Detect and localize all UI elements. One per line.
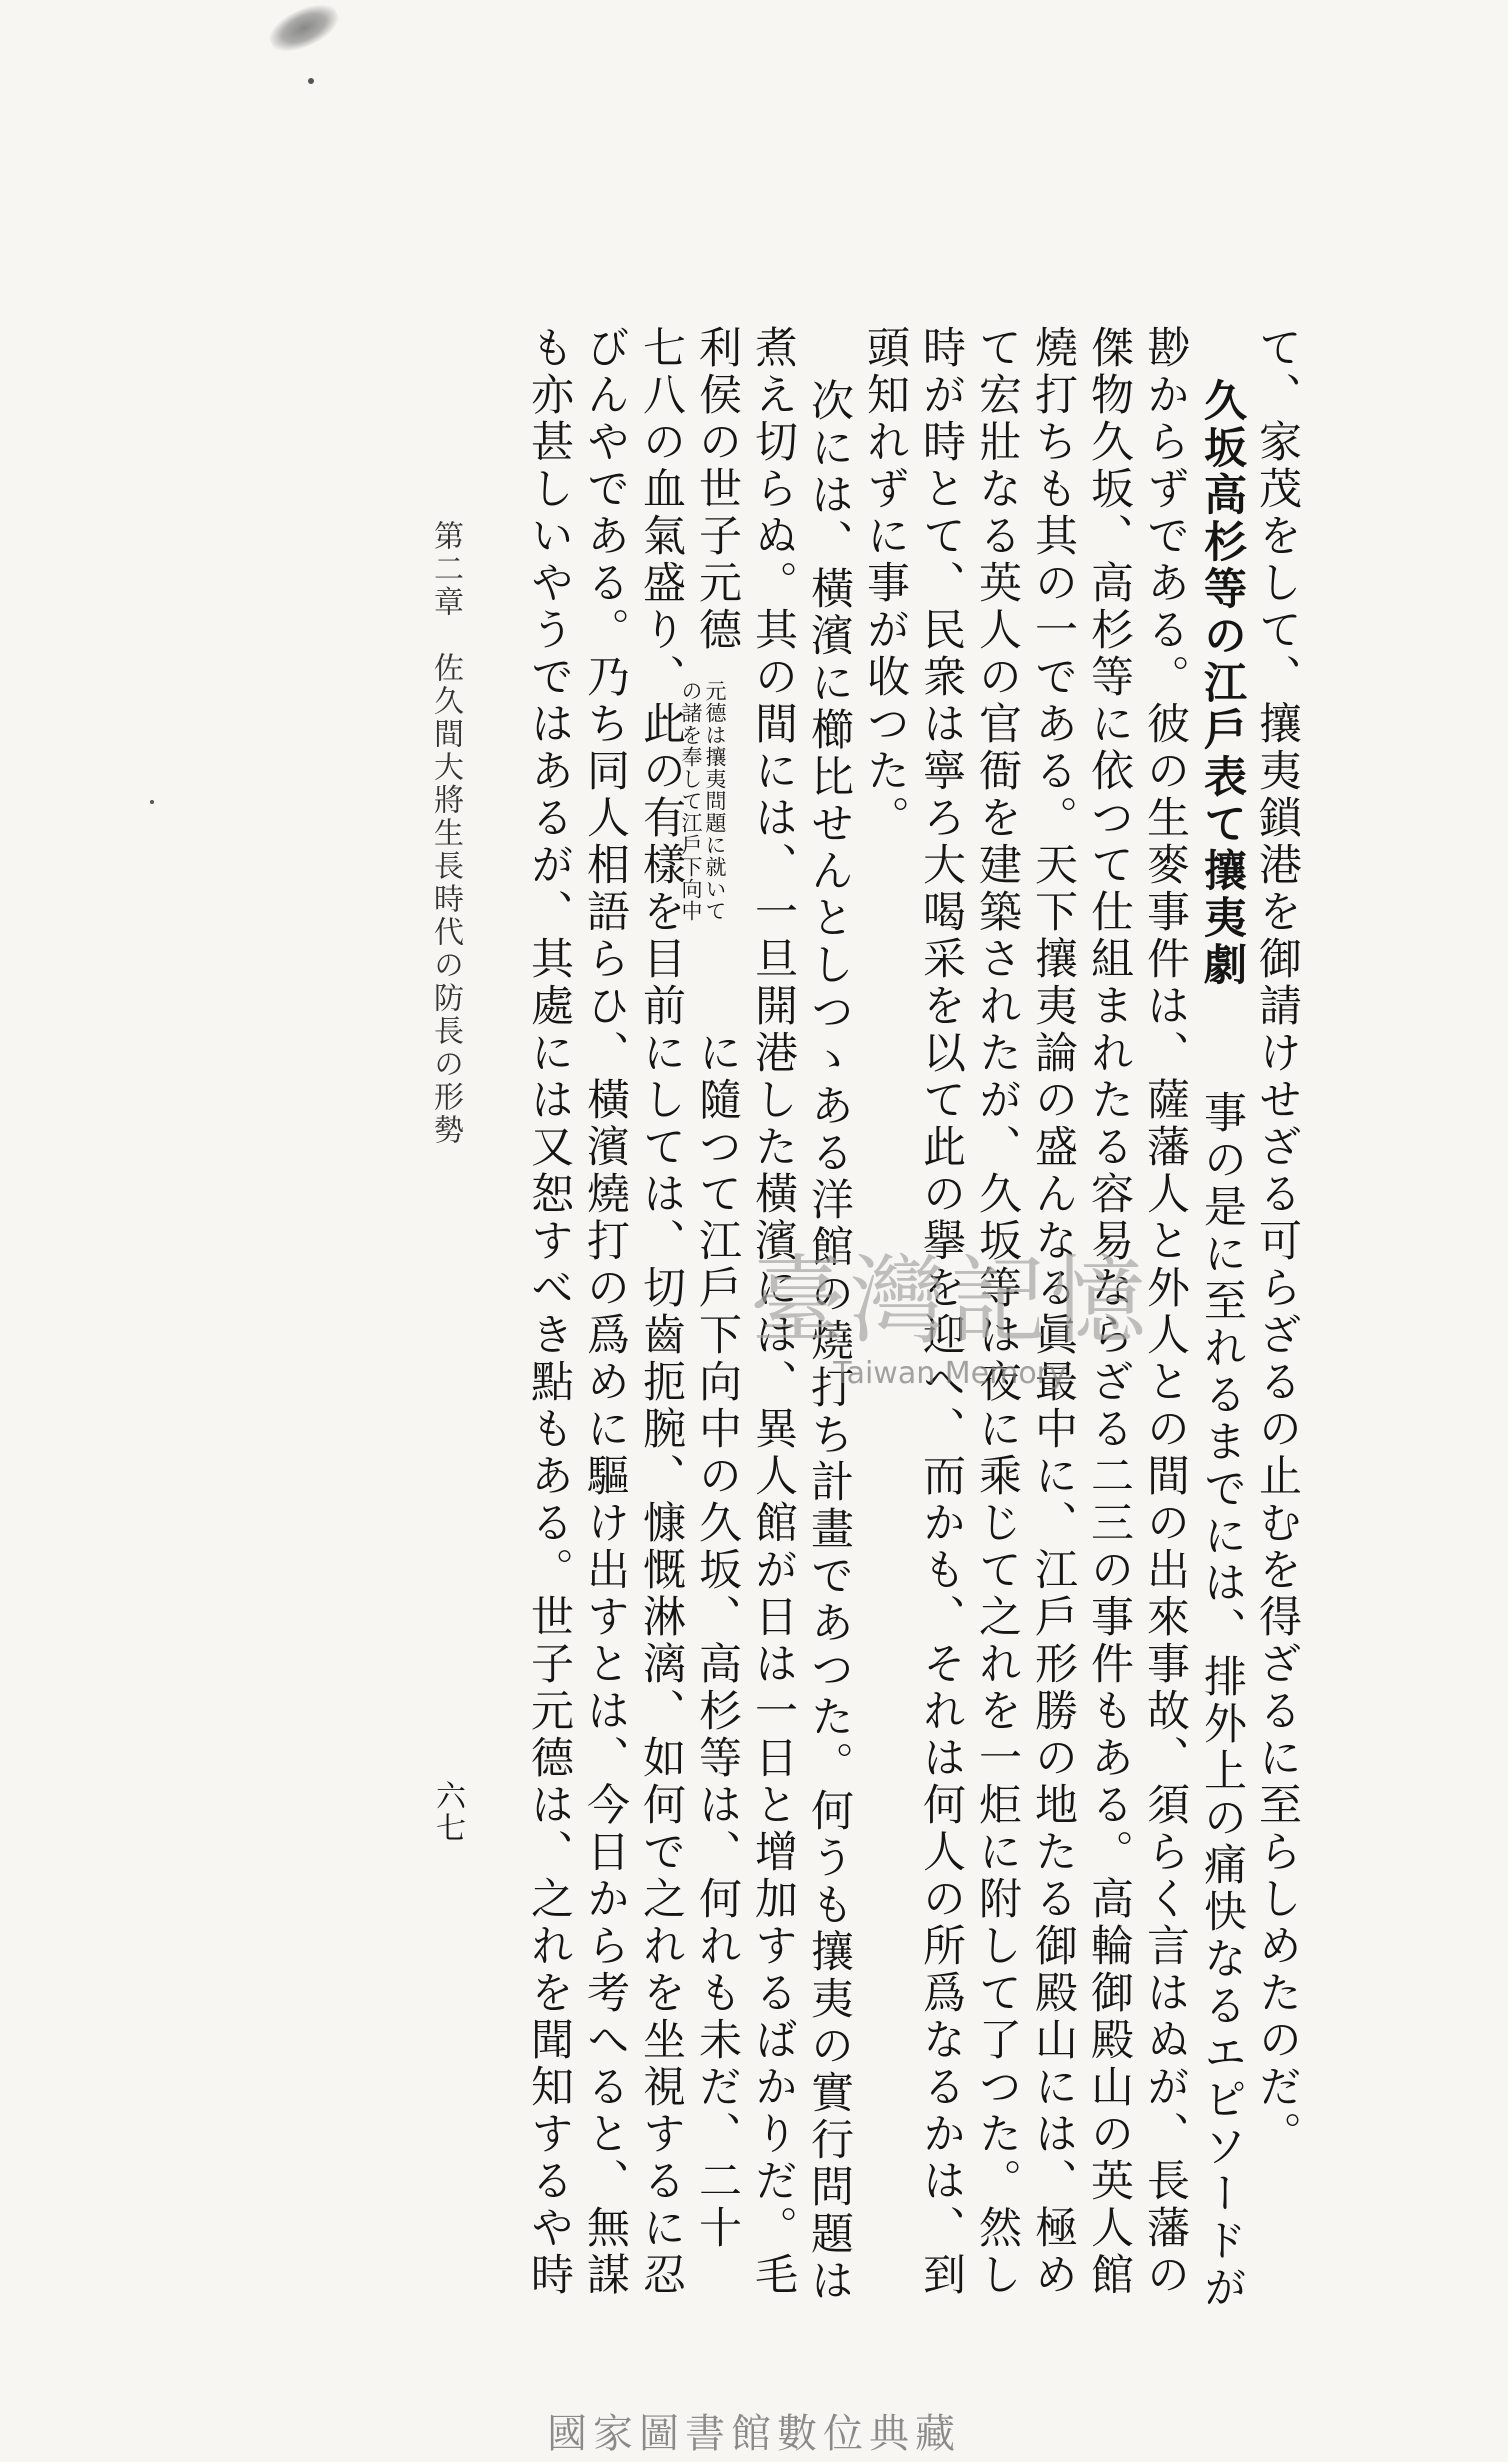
- watermark-subtext: Taiwan Memory: [833, 1356, 1067, 1391]
- footer-archive-label: 國家圖書館數位典藏: [547, 2411, 961, 2457]
- text-column-7: 時が時とて、民衆は寧ろ大喝采を以て此の擧を迎へ、而かも、それは何人の所爲なるかは、到: [916, 325, 966, 2299]
- text-column-11b: に隨つて江戶下向中の久坂、高杉等は、何れも未だ、二十: [692, 1030, 742, 2252]
- text-column-2: 事の是に至れるまでには、排外上の痛快なるエピソードが: [1197, 1090, 1247, 2312]
- text-column-13: びんやである。乃ち同人相語らひ、橫濱燒打の爲めに驅け出すとは、今日から考へると、無謀: [580, 325, 630, 2299]
- watermark-text: 臺灣記憶: [750, 1245, 1150, 1357]
- page-number: 六七: [430, 1780, 465, 1844]
- watermark-logo: [740, 1225, 1160, 1391]
- text-column-8: 頭知れずに事が收つた。: [860, 325, 910, 842]
- text-column-10: 煮え切らぬ。其の間には、一旦開港した橫濱には、異人館が日は一日と增加するばかりだ。毛: [748, 325, 798, 2299]
- inline-note-line-1: 元德は攘夷問題に就いて: [703, 680, 727, 922]
- text-column-4: 傑物久坂、高杉等に依つて仕組まれたる容易ならざる二三の事件もある。高輪御殿山の英人館: [1084, 325, 1134, 2299]
- ink-speck: [150, 800, 154, 804]
- text-column-3: 尠からずである。彼の生麥事件は、薩藩人と外人との間の出來事故、須らく言はぬが、長藩の: [1140, 325, 1190, 2299]
- text-column-14: も亦甚しいやうではあるが、其處には又恕すべき點もある。世子元德は、之れを聞知するや時: [524, 325, 574, 2299]
- text-column-12: 七八の血氣盛り、此の有樣を目前にしては、切齒扼腕、慷慨淋漓、如何で之れを坐視するに忍: [636, 325, 686, 2299]
- running-header: 第二章 佐久間大將生長時代の防長の形勢: [428, 520, 463, 1147]
- text-column-11a: 利侯の世子元德: [692, 325, 742, 654]
- text-column-5: 燒打ちも其の一である。天下攘夷論の盛んなる眞最中に、江戶形勝の地たる御殿山には、極め: [1028, 325, 1078, 2299]
- text-column-6: て宏壯なる英人の官衙を建築されたが、久坂等は夜に乘じて之れを一炬に附して了つた。然し: [972, 325, 1022, 2299]
- text-column-1: て、家茂をして、攘夷鎖港を御請けせざる可らざるの止むを得ざるに至らしめたのだ。: [1252, 325, 1302, 2158]
- ink-smudge: [264, 0, 344, 60]
- section-heading: 久坂高杉等の江戶表て攘夷劇: [1197, 378, 1247, 989]
- inline-note-line-2: の諸を奉して江戶下向中: [679, 680, 703, 922]
- ink-speck: [308, 78, 314, 84]
- text-column-9: 次には、橫濱に櫛比せんとしつゝある洋館の燒打ち計畫であつた。何うも攘夷の實行問題は: [804, 378, 854, 2305]
